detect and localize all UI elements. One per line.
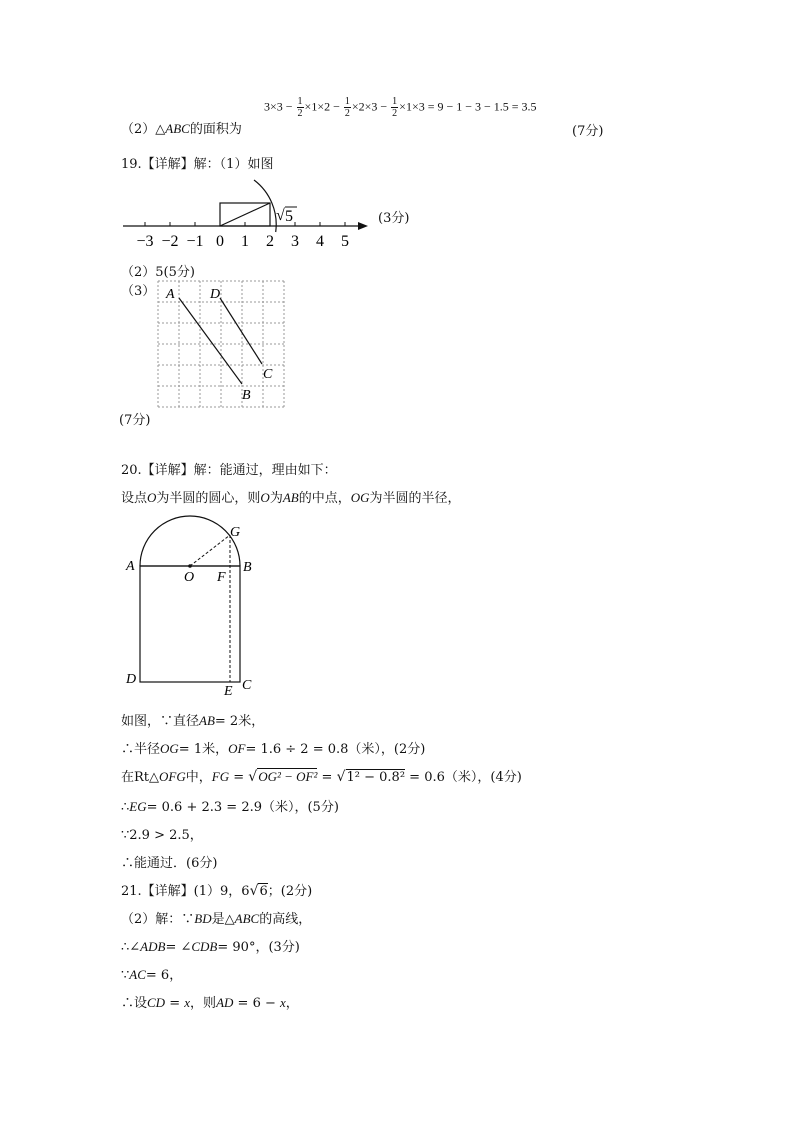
- q20-line4: [121, 796, 339, 815]
- number-line-tick-label: 4: [316, 233, 324, 250]
- text: 21.【详解】(1）9，6: [121, 884, 250, 899]
- q20-line1: [121, 710, 264, 729]
- number-line-tick-label: 3: [291, 233, 299, 250]
- q20-line3: [121, 766, 522, 785]
- var-BD: BD: [194, 911, 212, 926]
- expr-term-c: ×2×3 −: [351, 99, 388, 114]
- number-line-arrow-icon: [358, 222, 368, 230]
- q20-header: 20.【详解】解：能通过，理由如下：: [121, 463, 337, 478]
- q20-line5: ∵2.9 > 2.5，: [121, 828, 203, 843]
- q20-line2: [121, 738, 425, 757]
- label-C: C: [263, 367, 273, 382]
- text: ∴半径: [121, 742, 161, 757]
- q19-numberline-score: (3分): [378, 211, 410, 226]
- label-D: D: [210, 287, 221, 302]
- text: = 2米，: [214, 714, 265, 729]
- text: 为半圆的圆心，则: [156, 491, 261, 506]
- sqrt5-radical: √: [276, 207, 285, 224]
- q21-line2: [121, 936, 300, 955]
- text: = 6 −: [237, 996, 276, 1011]
- var-OG: OG: [160, 741, 179, 756]
- fraction-half: [344, 96, 351, 119]
- expr-term-d: ×1×3 = 9 − 1 − 3 − 1.5 = 3.5: [399, 99, 537, 114]
- var-x: x: [280, 995, 286, 1010]
- var-CDB: CDB: [191, 939, 218, 954]
- number-line-tick-label: −1: [186, 233, 204, 250]
- var-OF: OF: [228, 741, 246, 756]
- var-AD: AD: [216, 995, 234, 1010]
- text: ，则: [190, 996, 217, 1011]
- frac-num: 1: [297, 96, 303, 107]
- q21-line1: [121, 908, 311, 927]
- q21-line4: [121, 992, 299, 1011]
- sqrt5-label: 5: [285, 208, 293, 225]
- radical-icon: √: [336, 769, 346, 785]
- text: 的中点，: [298, 491, 351, 506]
- text: = 90°，(3分): [217, 940, 300, 955]
- q18-part-label: （2）△: [121, 122, 166, 137]
- text: 设点: [121, 491, 148, 506]
- q19-part3: （3）: [121, 284, 156, 299]
- label-B: B: [243, 560, 252, 575]
- text: ∴∠: [121, 940, 141, 955]
- label-G: G: [230, 525, 241, 540]
- label-O: O: [184, 570, 195, 585]
- fraction-half: [391, 96, 398, 119]
- text: （2）解：∵: [121, 912, 195, 927]
- semicircle-arc: [140, 516, 240, 566]
- frac-num: 1: [392, 96, 398, 107]
- q18-area-label: 的面积为: [189, 122, 242, 137]
- segment-AB: [179, 298, 242, 384]
- text: = 6，: [145, 968, 183, 983]
- radical-icon: √: [249, 883, 259, 899]
- var-AB: AB: [282, 490, 299, 505]
- text: 的高线，: [259, 912, 312, 927]
- label-E: E: [224, 684, 233, 699]
- frac-den: 2: [297, 108, 303, 119]
- text: ，: [285, 996, 299, 1011]
- var-ADB: ADB: [140, 939, 166, 954]
- text: = 0.6（米），(4分): [409, 770, 522, 785]
- text: ∴: [121, 800, 130, 815]
- radical-icon: √: [248, 769, 258, 785]
- text: ∵: [121, 968, 130, 983]
- door-figure: [118, 508, 268, 700]
- number-line-tick-label: −2: [161, 233, 179, 250]
- label-F: F: [217, 570, 226, 585]
- label-A: A: [126, 559, 135, 574]
- q18-expression: [264, 96, 537, 119]
- var-OG: OG: [350, 490, 370, 505]
- text: = 1米，: [178, 742, 229, 757]
- number-line-tick-label: 0: [216, 233, 224, 250]
- var-O: O: [260, 490, 270, 505]
- compass-arc: [254, 180, 276, 232]
- radicand-2: 1² − 0.8²: [346, 770, 406, 785]
- q18-part2-line: [121, 118, 242, 137]
- fraction-half: [297, 96, 304, 119]
- q20-setup: [121, 487, 461, 506]
- q19-part3-score: (7分): [119, 413, 151, 428]
- text: = 0.6 + 2.3 = 2.9（米），(5分): [146, 800, 339, 815]
- q18-score: (7分): [572, 124, 604, 139]
- q19-header: 19.【详解】解：（1）如图: [121, 157, 274, 172]
- segment-OG: [190, 535, 230, 566]
- frac-num: 1: [344, 96, 350, 107]
- text: ；(2分): [267, 884, 313, 899]
- var-FG: FG: [211, 769, 230, 784]
- number-line-tick-label: 1: [241, 233, 249, 250]
- number-line-tick-label: 2: [266, 233, 274, 250]
- q18-abc: ABC: [165, 121, 190, 136]
- var-ABC: ABC: [234, 911, 260, 926]
- q20-line6: ∴能通过．(6分): [121, 856, 218, 871]
- radicand-1: OG² − OF²: [258, 769, 318, 784]
- text: 是△: [211, 912, 235, 927]
- label-A: A: [166, 287, 175, 302]
- text: =: [233, 770, 245, 785]
- var-O: O: [147, 490, 157, 505]
- segment-DC: [220, 298, 262, 364]
- center-point-O: [188, 564, 192, 568]
- var-EG: EG: [129, 799, 147, 814]
- label-B: B: [242, 388, 251, 403]
- q21-line3: [121, 964, 182, 983]
- text: 为: [269, 491, 283, 506]
- label-C: C: [242, 678, 252, 693]
- var-AB: AB: [199, 713, 215, 728]
- expr-term-a: 3×3 −: [264, 99, 293, 114]
- radicand: 6: [259, 884, 268, 899]
- label-D: D: [126, 672, 137, 687]
- text: 如图，∵直径: [121, 714, 200, 729]
- text: ∴设: [121, 996, 148, 1011]
- text: =: [321, 770, 333, 785]
- q21-header: [121, 880, 312, 899]
- number-line-tick-label: 5: [341, 233, 349, 250]
- number-line-tick-label: −3: [136, 233, 154, 250]
- text: =: [169, 996, 181, 1011]
- frac-den: 2: [344, 108, 350, 119]
- var-OFG: OFG: [159, 769, 186, 784]
- expr-term-b: ×1×2 −: [304, 99, 340, 114]
- text: = 1.6 ÷ 2 = 0.8（米），(2分): [245, 742, 426, 757]
- text: 中，: [185, 770, 212, 785]
- grid-figure: [150, 278, 290, 410]
- number-line-figure: [118, 172, 418, 252]
- text: 在Rt△: [121, 770, 160, 785]
- text: 为半圆的半径，: [369, 491, 461, 506]
- var-x: x: [184, 995, 191, 1010]
- q19-part2: （2）5(5分): [121, 265, 195, 280]
- text: = ∠: [165, 940, 192, 955]
- var-AC: AC: [129, 967, 146, 982]
- frac-den: 2: [392, 108, 398, 119]
- var-CD: CD: [147, 995, 166, 1010]
